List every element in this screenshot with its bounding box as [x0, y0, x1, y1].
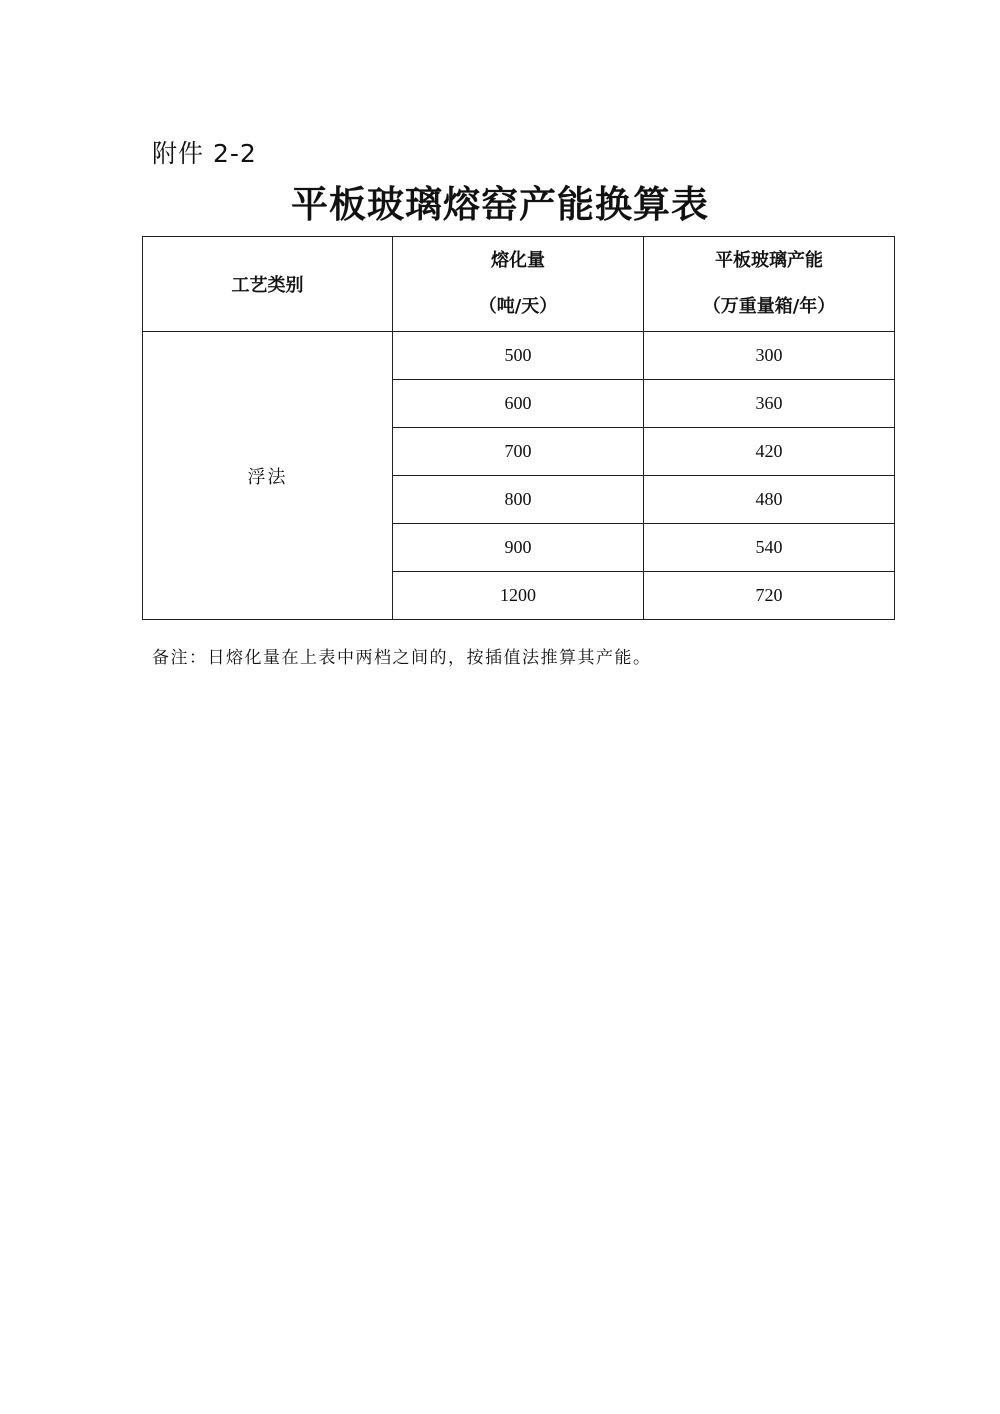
- header-process-type: [143, 237, 393, 332]
- header-melting-label: 熔化量: [491, 250, 545, 271]
- capacity-conversion-table: [142, 236, 895, 620]
- melting-cell: 500: [393, 332, 644, 380]
- melting-cell: 800: [393, 476, 644, 524]
- attachment-label: 附件 2-2: [152, 139, 257, 168]
- melting-cell: 900: [393, 524, 644, 572]
- header-capacity-unit: （万重量箱/年）: [702, 296, 836, 317]
- table-row: [143, 332, 895, 380]
- melting-cell: 700: [393, 428, 644, 476]
- table-footnote: 备注：日熔化量在上表中两档之间的，按插值法推算其产能。: [152, 648, 652, 668]
- document-title: 平板玻璃熔窑产能换算表: [291, 182, 709, 226]
- capacity-cell: 480: [644, 476, 895, 524]
- capacity-cell: 300: [644, 332, 895, 380]
- capacity-cell: 720: [644, 572, 895, 620]
- table-header-row: [143, 237, 895, 332]
- header-melting-capacity: [393, 237, 644, 332]
- capacity-cell: 540: [644, 524, 895, 572]
- header-process-label: 工艺类别: [231, 275, 304, 296]
- capacity-cell: 360: [644, 380, 895, 428]
- header-melting-unit: （吨/天）: [478, 296, 558, 317]
- capacity-cell: 420: [644, 428, 895, 476]
- melting-cell: 1200: [393, 572, 644, 620]
- header-glass-capacity: [644, 237, 895, 332]
- header-capacity-label: 平板玻璃产能: [715, 250, 823, 271]
- process-type-cell: 浮法: [143, 332, 393, 620]
- melting-cell: 600: [393, 380, 644, 428]
